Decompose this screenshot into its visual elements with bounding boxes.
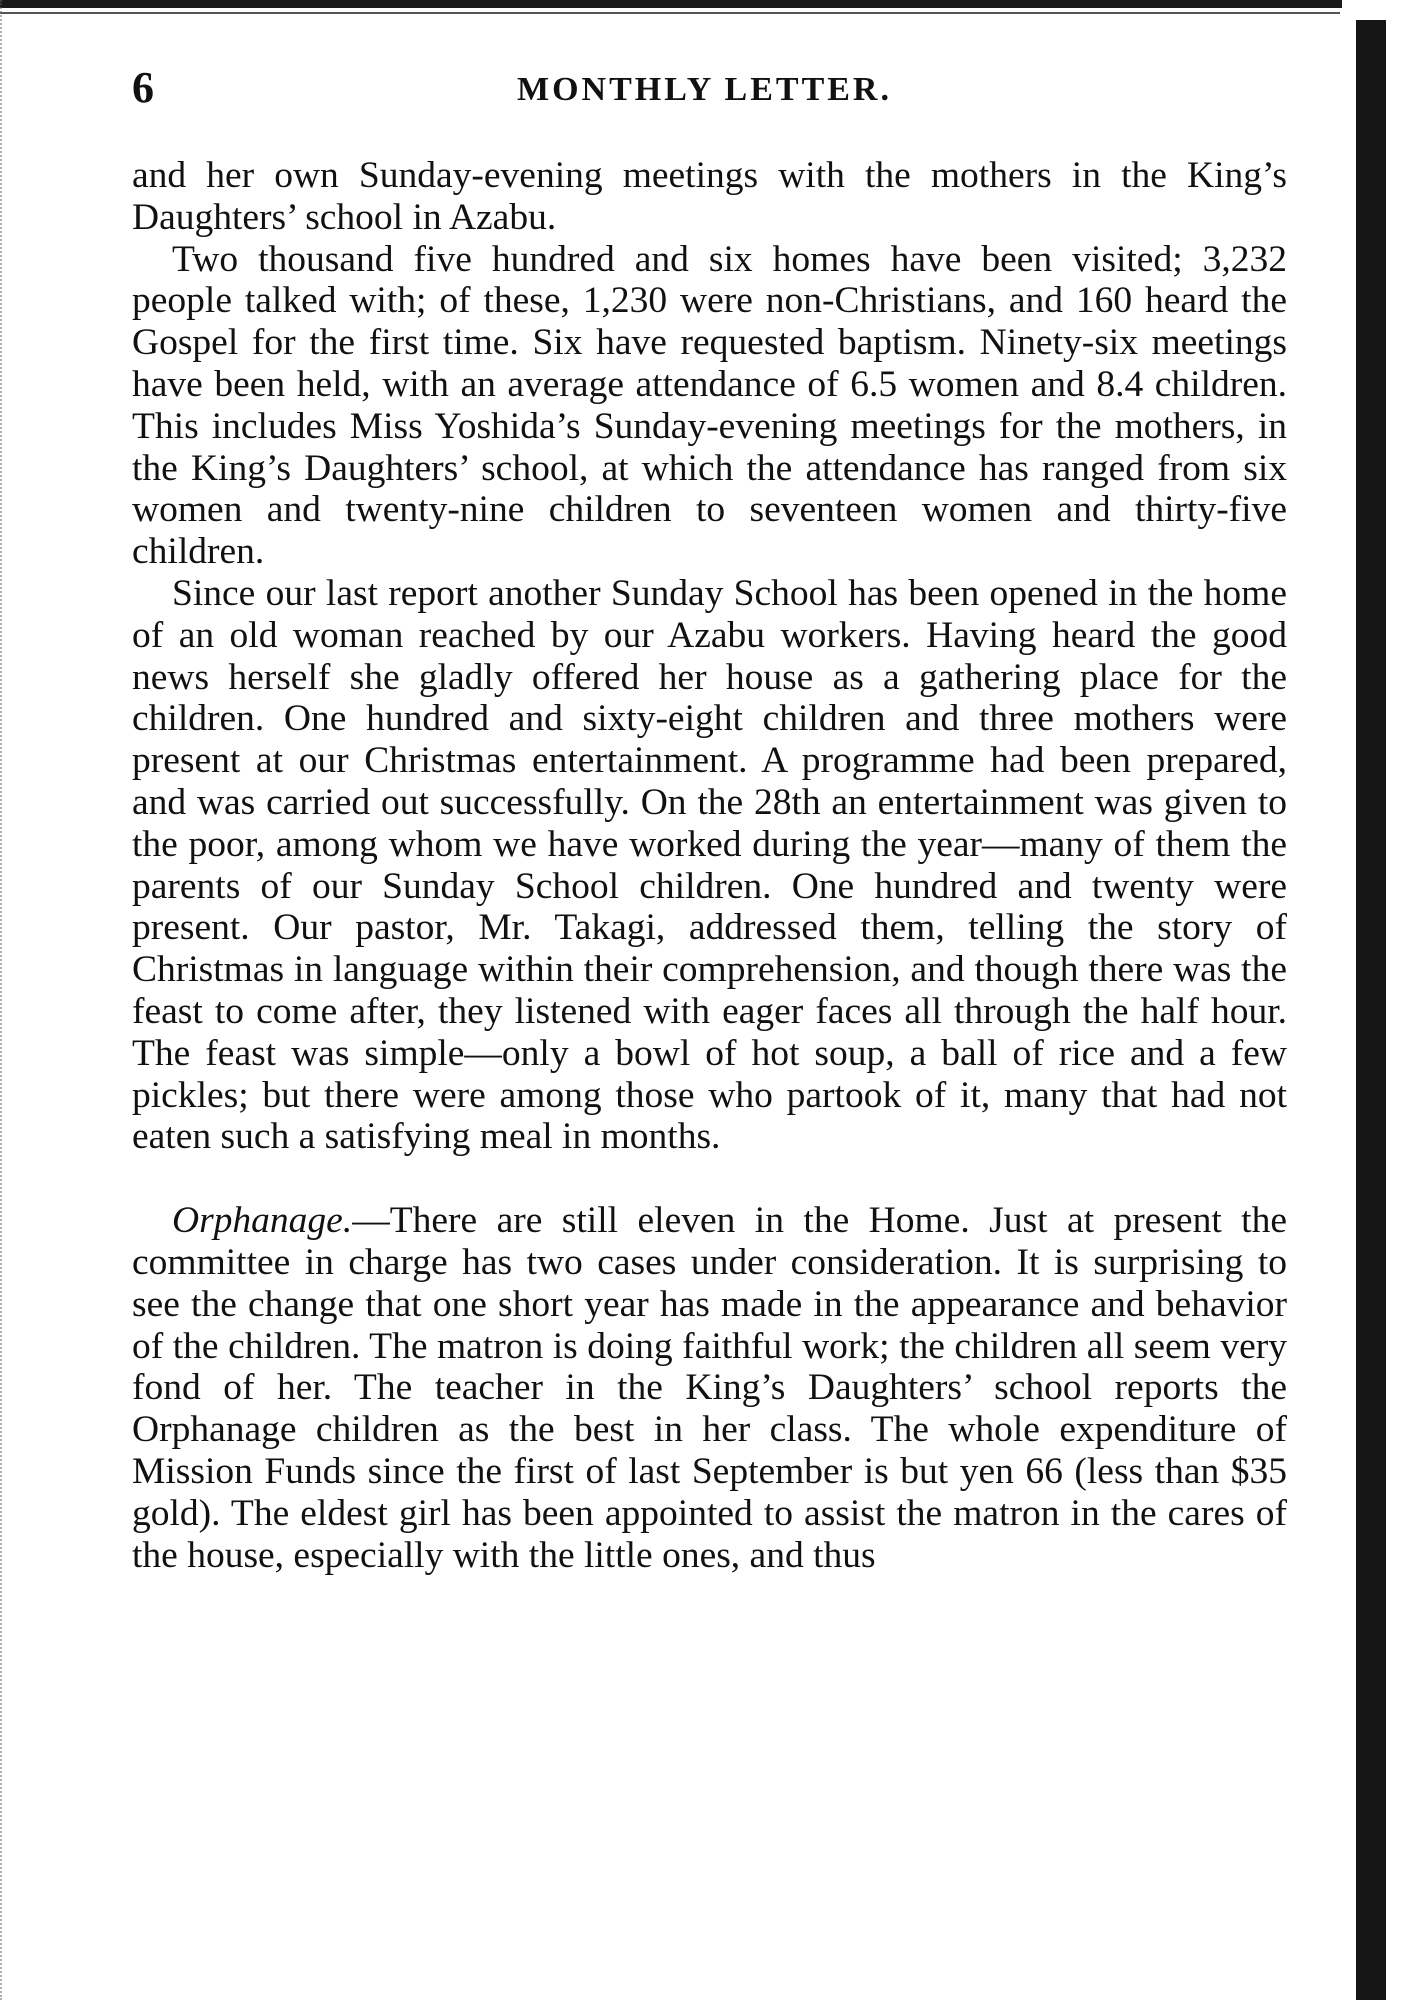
page-header (132, 62, 1277, 122)
top-border-rule (0, 0, 1404, 8)
paragraph-continuation: and her own Sunday-evening meetings with the mothers in the King’s Daughters’ school in Azabu. (132, 155, 1287, 238)
section-gap (132, 1158, 1287, 1200)
paragraph-orphanage (132, 1200, 1287, 1576)
right-binding-shadow (1356, 20, 1386, 2000)
orphanage-heading: Orphanage. (172, 1200, 353, 1242)
running-head: MONTHLY LETTER. (516, 71, 892, 108)
page-number: 6 (132, 63, 154, 112)
orphanage-text: —There are still eleven in the Home. Just at present the committee in charge has two cases under consideration. It is surprising to see the change that one short year has made in the appearance and behavior of the children. The matron is doing faithful work; the children all seem very fond of her. The teacher in the King’s Daughters’ school reports the Orphanage children as the best in her class. The whole expenditure of Mission Funds since the first of last September is but yen 66 (less than $35 gold). The eldest girl has been appointed to assist the matron in the cares of the house, especially with the little ones, and thus (132, 1200, 1287, 1576)
top-thin-rule (0, 12, 1340, 14)
page-body (132, 155, 1287, 1576)
right-binding-edge (1342, 0, 1404, 2000)
paragraph-visits-statistics: Two thousand five hundred and six homes have been visited; 3,232 people talked with; of these, 1,230 were non-Christians, and 160 heard the Gospel for the first time. Six have requested baptism. Ninety-six meetings have been held, with an average attendance of 6.5 women and 8.4 children. This includes Miss Yoshida’s Sunday-evening meetings for the mothers, in the King’s Daughters’ school, at which the attendance has ranged from six women and twenty-nine children to seventeen women and thirty-five children. (132, 238, 1287, 573)
paragraph-sunday-school: Since our last report another Sunday School has been opened in the home of an old woman reached by our Azabu workers. Having heard the good news herself she gladly offered her house as a gathering place for the children. One hundred and sixty-eight children and three mothers were present at our Christmas entertainment. A programme had been prepared, and was carried out successfully. On the 28th an entertainment was given to the poor, among whom we have worked during the year—many of them the parents of our Sunday School children. One hundred and twenty were present. Our pastor, Mr. Takagi, addressed them, telling the story of Christmas in language within their comprehension, and though there was the feast to come after, they listened with eager faces all through the half hour. The feast was simple—only a bowl of hot soup, a ball of rice and a few pickles; but there were among those who partook of it, many that had not eaten such a satisfying meal in months. (132, 572, 1287, 1158)
left-margin-speckles (0, 0, 16, 2000)
